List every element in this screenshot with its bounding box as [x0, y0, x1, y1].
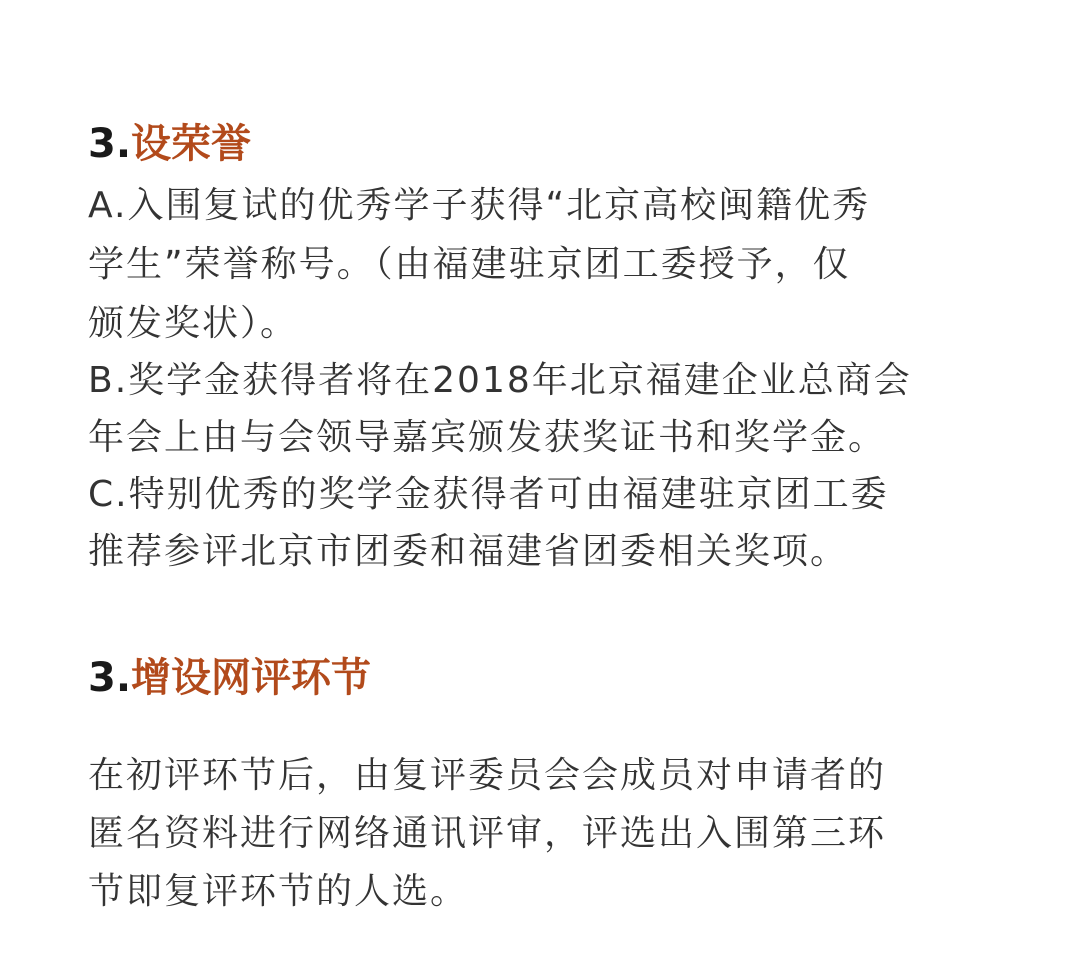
section-1-line: C.特别优秀的奖学金获得者可由福建驻京团工委 [88, 474, 889, 515]
section-1-title: 设荣誉 [131, 121, 252, 167]
section-1-line: 学生”荣誉称号。（由福建驻京团工委授予，仅 [88, 244, 851, 285]
section-1-heading [88, 120, 251, 168]
section-1-line: 推荐参评北京市团委和福建省团委相关奖项。 [88, 531, 849, 572]
section-1-line: A.入围复试的优秀学子获得“北京高校闽籍优秀 [88, 185, 871, 226]
section-1-line: 颁发奖状）。 [88, 303, 299, 344]
section-1-number: 3. [88, 121, 132, 167]
section-2-title: 增设网评环节 [131, 655, 372, 701]
section-1-line: 年会上由与会领导嘉宾颁发获奖证书和奖学金。 [88, 417, 887, 458]
section-1-line: B.奖学金获得者将在2018年北京福建企业总商会 [88, 360, 912, 401]
section-2-number: 3. [88, 655, 132, 701]
section-2-line: 节即复评环节的人选。 [88, 871, 469, 912]
section-2-line: 在初评环节后，由复评委员会会成员对申请者的 [88, 755, 887, 796]
section-2-heading [88, 654, 371, 702]
section-2-line: 匿名资料进行网络通讯评审，评选出入围第三环 [88, 813, 887, 854]
